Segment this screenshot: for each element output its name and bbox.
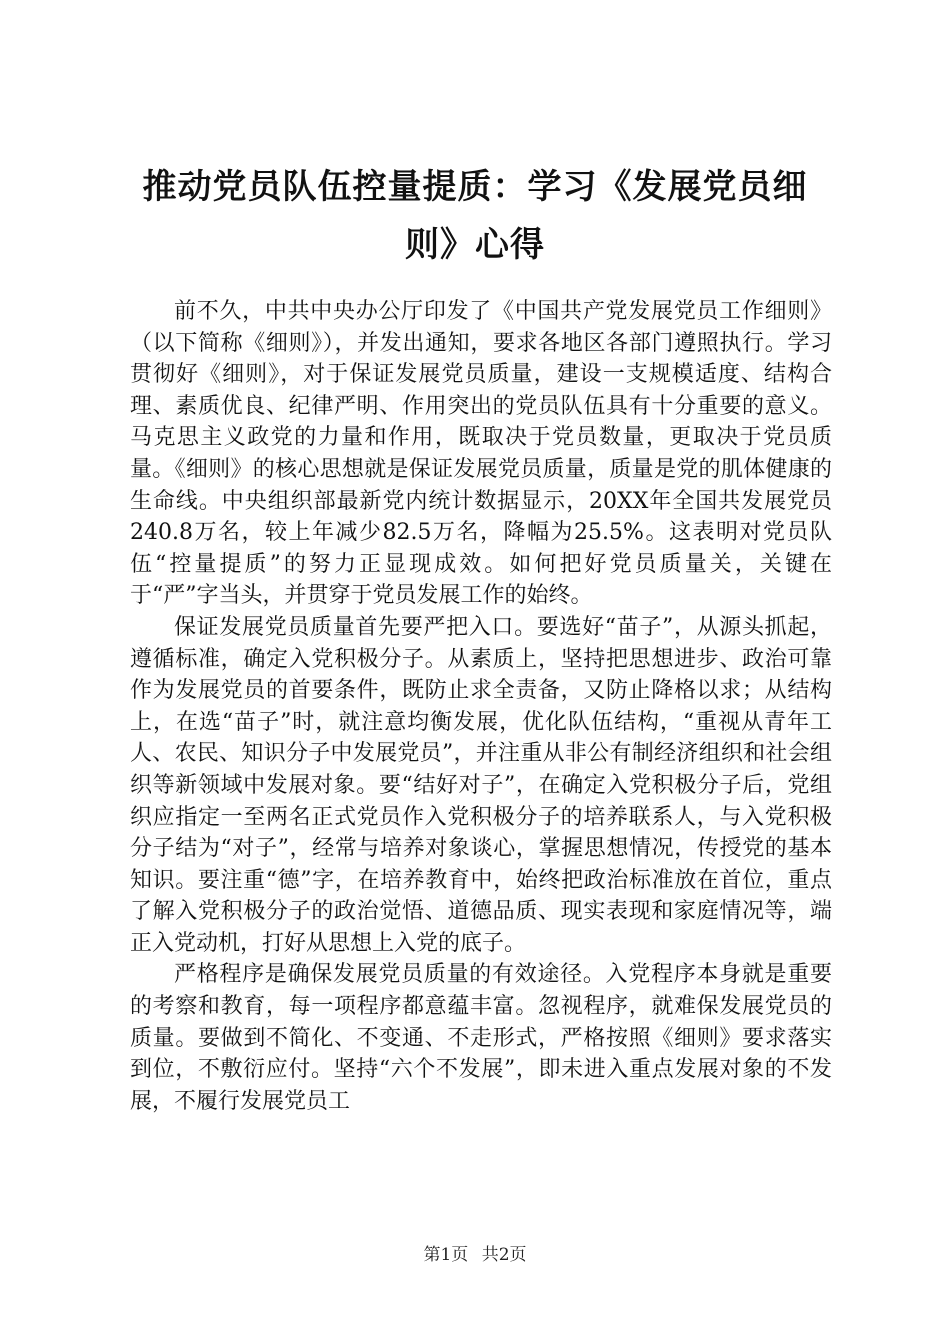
paragraph-2: 保证发展党员质量首先要严把入口。要选好“苗子”，从源头抓起，遵循标准，确定入党积极分子。从素质上，坚持把思想进步、政治可靠作为发展党员的首要条件，既防止求全责备，又防止降格以求；从结构上，在选“苗子”时，就注意均衡发展，优化队伍结构，“重视从青年工人、农民、知识分子中发展党员”，并注重从非公有制经济组织和社会组织等新领域中发展对象。要“结好对子”，在确定入党积极分子后，党组织应指定一至两名正式党员作入党积极分子的培养联系人，与入党积极分子结为“对子”，经常与培养对象谈心，掌握思想情况，传授党的基本知识。要注重“德”字，在培养教育中，始终把政治标准放在首位，重点了解入党积极分子的政治觉悟、道德品质、现实表现和家庭情况等，端正入党动机，打好从思想上入党的底子。 [130,614,832,956]
page-total: 共2页 [481,1245,527,1265]
page-number: 第1页 [423,1245,469,1265]
page-footer [0,1244,950,1266]
document-body [130,296,832,1117]
paragraph-3: 严格程序是确保发展党员质量的有效途径。入党程序本身就是重要的考察和教育，每一项程序都意蕴丰富。忽视程序，就难保发展党员的质量。要做到不简化、不变通、不走形式，严格按照《细则》要求落实到位，不敷衍应付。坚持“六个不发展”，即未进入重点发展对象的不发展，不履行发展党员工 [130,962,832,1114]
document-title: 推动党员队伍控量提质：学习《发展党员细则》心得 [142,167,808,265]
paragraph-1: 前不久，中共中央办公厅印发了《中国共产党发展党员工作细则》（以下简称《细则》），并发出通知，要求各地区各部门遵照执行。学习贯彻好《细则》，对于保证发展党员质量，建设一支规模适度、结构合理、素质优良、纪律严明、作用突出的党员队伍具有十分重要的意义。马克思主义政党的力量和作用，既取决于党员数量，更取决于党员质量。《细则》的核心思想就是保证发展党员质量，质量是党的肌体健康的生命线。中央组织部最新党内统计数据显示，20XX年全国共发展党员240.8万名，较上年减少82.5万名，降幅为25.5%。这表明对党员队伍“控量提质”的努力正显现成效。如何把好党员质量关，关键在于“严”字当头，并贯穿于党员发展工作的始终。 [130,299,832,609]
